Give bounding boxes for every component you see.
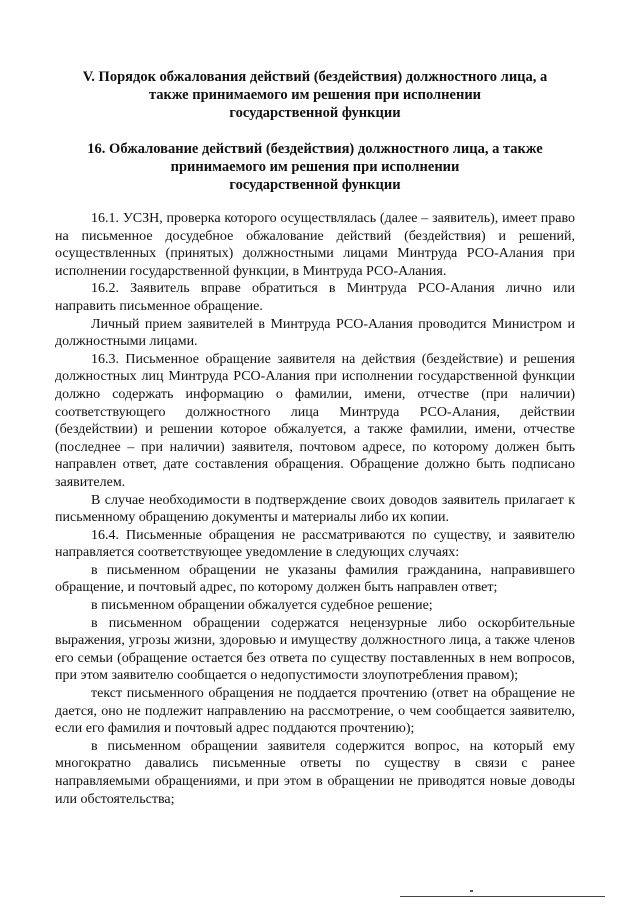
subsection-title-line-1: 16. Обжалование действий (бездействия) должностного лица, а также bbox=[87, 141, 543, 157]
list-item-unreadable-text: текст письменного обращения не поддается прочтению (ответ на обращение не дается, оно не подлежит направлению на рассмотрение, о чем сообщается заявителю, если его фамилия и почтовый адрес поддаются прочтению); bbox=[55, 686, 575, 737]
list-item-court-decision: в письменном обращении обжалуется судебное решение; bbox=[91, 598, 433, 614]
document-page bbox=[55, 68, 575, 808]
section-title-line-1: V. Порядок обжалования действий (бездействия) должностного лица, а bbox=[82, 69, 548, 85]
list-item-obscene-language: в письменном обращении содержатся нецензурные либо оскорбительные выражения, угрозы жизни, здоровью и имуществу должностного лица, а также членов его семьи (обращение остается без ответа по существу поставленных в нем вопросов, при этом заявителю сообщается о недопустимости злоупотребления правом); bbox=[55, 615, 575, 684]
footer-dot bbox=[470, 890, 473, 892]
paragraph-16-3: 16.3. Письменное обращение заявителя на действия (бездействие) и решения должностных лиц Минтруда РСО-Алания при исполнении государственной функции должно содержать информацию о фамилии, имени, отчестве (при наличии) соответствующего должностного лица Минтруда РСО-Алания, действии (бездействии) и решении которое обжалуется, а также фамилии, имени, отчестве (последнее – при наличии) заявителя, почтовом адресе, по которому должен быть направлен ответ, дате составления обращения. Обращение должно быть подписано заявителем. bbox=[55, 351, 575, 490]
paragraph-16-4: 16.4. Письменные обращения не рассматриваются по существу, и заявителю направляется соответствующее уведомление в следующих случаях: bbox=[55, 527, 575, 561]
subsection-title bbox=[55, 140, 575, 194]
footer-rule bbox=[400, 896, 605, 897]
subsection-title-line-3: государственной функции bbox=[229, 177, 401, 193]
paragraph-16-2: 16.2. Заявитель вправе обратиться в Минтруда РСО-Алания лично или направить письменное обращение. bbox=[55, 281, 575, 314]
section-title-line-2: также принимаемого им решения при исполнении bbox=[148, 87, 482, 103]
document-body bbox=[55, 210, 575, 808]
list-item-repeated-question: в письменном обращении заявителя содержится вопрос, на который ему многократно давались письменные ответы по существу в связи с ранее направляемыми обращениями, и при этом в обращении не приводятся новые доводы или обстоятельства; bbox=[55, 738, 575, 807]
section-title-line-3: государственной функции bbox=[229, 105, 401, 121]
paragraph-16-1: 16.1. УСЗН, проверка которого осуществлялась (далее – заявитель), имеет право на письменное досудебное обжалование действий (бездействия) и решений, осуществленных (принятых) должностными лицами Минтруда РСО-Алания при исполнении государственной функции, в Минтруда РСО-Алания. bbox=[55, 211, 575, 279]
list-item-no-name-address: в письменном обращении не указаны фамилия гражданина, направившего обращение, и почтовый адрес, по которому должен быть направлен ответ; bbox=[55, 562, 575, 596]
paragraph-personal-reception: Личный прием заявителей в Минтруда РСО-Алания проводится Министром и должностными лицами. bbox=[55, 316, 575, 350]
subsection-title-line-2: принимаемого им решения при исполнении bbox=[170, 159, 460, 175]
section-title bbox=[55, 68, 575, 122]
paragraph-supporting-documents: В случае необходимости в подтверждение своих доводов заявитель прилагает к письменному обращению документы и материалы либо их копии. bbox=[55, 492, 575, 526]
